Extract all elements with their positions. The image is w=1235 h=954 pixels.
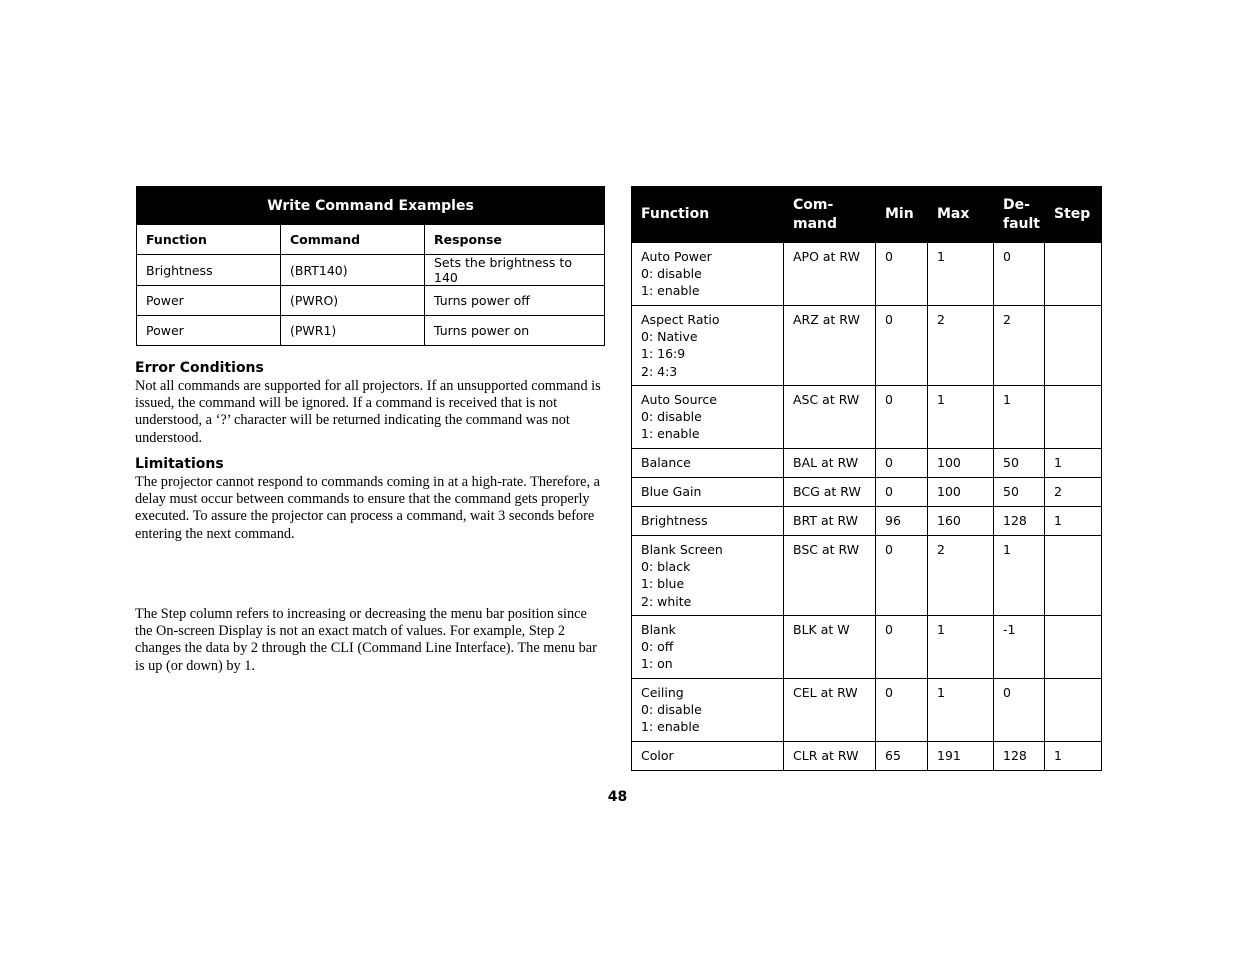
min-cell: 0 — [876, 386, 928, 449]
function-line: 1: 16:9 — [641, 346, 686, 362]
table-cell: Brightness — [137, 255, 281, 286]
header-row — [632, 187, 1102, 243]
default-cell: 1 — [994, 536, 1045, 616]
function-line: 2: 4:3 — [641, 363, 678, 379]
function-line: 0: black — [641, 559, 691, 575]
function-line: Aspect Ratio — [641, 312, 720, 327]
step-cell — [1045, 243, 1102, 306]
command-cell: CLR at RW — [784, 742, 876, 771]
table-cell: (PWR1) — [281, 316, 425, 346]
command-cell: ARZ at RW — [784, 306, 876, 386]
default-cell: 0 — [994, 243, 1045, 306]
table-cell: Turns power off — [425, 286, 605, 316]
function-line: Auto Power — [641, 249, 712, 264]
table-cell: Sets the brightness to 140 — [425, 255, 605, 286]
function-cell — [632, 449, 784, 478]
step-cell — [1045, 616, 1102, 679]
command-cell: BSC at RW — [784, 536, 876, 616]
default-cell: 128 — [994, 742, 1045, 771]
table-row — [137, 286, 605, 316]
function-cell — [632, 507, 784, 536]
table-title: Write Command Examples — [137, 187, 605, 225]
default-cell: 50 — [994, 449, 1045, 478]
table-row — [632, 243, 1102, 306]
max-cell: 1 — [928, 386, 994, 449]
function-line: 1: on — [641, 656, 673, 672]
table-row — [632, 616, 1102, 679]
table-cell: Turns power on — [425, 316, 605, 346]
command-table-body — [632, 243, 1102, 771]
column-header-max: Max — [928, 187, 994, 243]
command-cell: BCG at RW — [784, 478, 876, 507]
table-row — [632, 478, 1102, 507]
command-cell: ASC at RW — [784, 386, 876, 449]
step-cell — [1045, 306, 1102, 386]
table-row — [632, 679, 1102, 742]
table-cell: Power — [137, 286, 281, 316]
column-header-function: Function — [632, 187, 784, 243]
function-cell — [632, 478, 784, 507]
header-line: mand — [793, 215, 838, 232]
function-line: 1: enable — [641, 283, 700, 299]
table-row — [632, 386, 1102, 449]
function-line: Color — [641, 748, 674, 764]
min-cell: 0 — [876, 478, 928, 507]
function-line: Ceiling — [641, 685, 684, 700]
function-line: Auto Source — [641, 392, 717, 407]
min-cell: 0 — [876, 616, 928, 679]
max-cell: 1 — [928, 243, 994, 306]
function-cell — [632, 742, 784, 771]
step-cell: 1 — [1045, 507, 1102, 536]
min-cell: 0 — [876, 679, 928, 742]
table-row — [632, 306, 1102, 386]
table-cell: (BRT140) — [281, 255, 425, 286]
min-cell: 65 — [876, 742, 928, 771]
max-cell: 2 — [928, 536, 994, 616]
max-cell: 2 — [928, 306, 994, 386]
function-cell — [632, 616, 784, 679]
table-cell: Power — [137, 316, 281, 346]
command-cell: CEL at RW — [784, 679, 876, 742]
error-conditions-text: Not all commands are supported for all projectors. If an unsupported command is issued, the command will be ignored. If a command is received that is not understood, a ‘?’ character will be returned indicating the command was not understood. — [135, 378, 601, 446]
step-cell — [1045, 679, 1102, 742]
min-cell: 0 — [876, 449, 928, 478]
column-header-step: Step — [1045, 187, 1102, 243]
max-cell: 1 — [928, 616, 994, 679]
column-header-command — [784, 187, 876, 243]
max-cell: 160 — [928, 507, 994, 536]
table-row — [632, 742, 1102, 771]
function-line: Blank Screen — [641, 542, 723, 557]
function-line: Blank — [641, 622, 676, 637]
table-cell: (PWRO) — [281, 286, 425, 316]
function-line: 1: blue — [641, 576, 685, 592]
min-cell: 0 — [876, 536, 928, 616]
column-header: Command — [281, 225, 425, 255]
function-line: 1: enable — [641, 719, 700, 735]
max-cell: 1 — [928, 679, 994, 742]
column-header: Function — [137, 225, 281, 255]
default-cell: 2 — [994, 306, 1045, 386]
limitations-text: The projector cannot respond to commands coming in at a high-rate. Therefore, a delay must occur between commands to ensure that the command gets properly executed. To assure the projector can process a command, wait 3 seconds before entering the next command. — [135, 474, 601, 542]
step-cell: 1 — [1045, 742, 1102, 771]
header-line: Com- — [793, 196, 834, 213]
function-cell — [632, 306, 784, 386]
command-reference-table — [631, 186, 1102, 771]
function-line: 2: white — [641, 593, 692, 609]
step-column-note: The Step column refers to increasing or decreasing the menu bar position since the On-screen Display is not an exact match of values. For example, Step 2 changes the data by 2 through the CLI (Command Line Interface). The menu bar is up (or down) by 1. — [135, 606, 597, 674]
table-row — [632, 536, 1102, 616]
step-cell: 2 — [1045, 478, 1102, 507]
header-line: fault — [1003, 215, 1040, 232]
command-cell: BLK at W — [784, 616, 876, 679]
column-header-min: Min — [876, 187, 928, 243]
min-cell: 0 — [876, 243, 928, 306]
function-line: 0: disable — [641, 409, 702, 425]
function-line: 0: disable — [641, 702, 702, 718]
column-header: Response — [425, 225, 605, 255]
write-command-examples-table — [136, 186, 605, 346]
error-conditions-heading: Error Conditions — [135, 360, 264, 376]
table-row — [632, 449, 1102, 478]
table-row — [632, 507, 1102, 536]
function-cell — [632, 243, 784, 306]
table-row — [137, 255, 605, 286]
function-cell — [632, 679, 784, 742]
header-line: De- — [1003, 196, 1030, 213]
function-line: Balance — [641, 455, 691, 471]
command-cell: BAL at RW — [784, 449, 876, 478]
function-line: Brightness — [641, 513, 708, 529]
step-cell — [1045, 536, 1102, 616]
default-cell: -1 — [994, 616, 1045, 679]
function-line: 0: Native — [641, 329, 698, 345]
max-cell: 191 — [928, 742, 994, 771]
default-cell: 128 — [994, 507, 1045, 536]
function-line: 1: enable — [641, 426, 700, 442]
step-cell: 1 — [1045, 449, 1102, 478]
max-cell: 100 — [928, 449, 994, 478]
function-line: 0: disable — [641, 266, 702, 282]
function-cell — [632, 386, 784, 449]
column-header-default — [994, 187, 1045, 243]
command-cell: APO at RW — [784, 243, 876, 306]
function-cell — [632, 536, 784, 616]
limitations-heading: Limitations — [135, 456, 224, 472]
default-cell: 0 — [994, 679, 1045, 742]
function-line: 0: off — [641, 639, 674, 655]
command-cell: BRT at RW — [784, 507, 876, 536]
min-cell: 0 — [876, 306, 928, 386]
default-cell: 1 — [994, 386, 1045, 449]
function-line: Blue Gain — [641, 484, 702, 500]
max-cell: 100 — [928, 478, 994, 507]
page-number: 48 — [607, 789, 628, 805]
default-cell: 50 — [994, 478, 1045, 507]
step-cell — [1045, 386, 1102, 449]
min-cell: 96 — [876, 507, 928, 536]
table-row — [137, 316, 605, 346]
